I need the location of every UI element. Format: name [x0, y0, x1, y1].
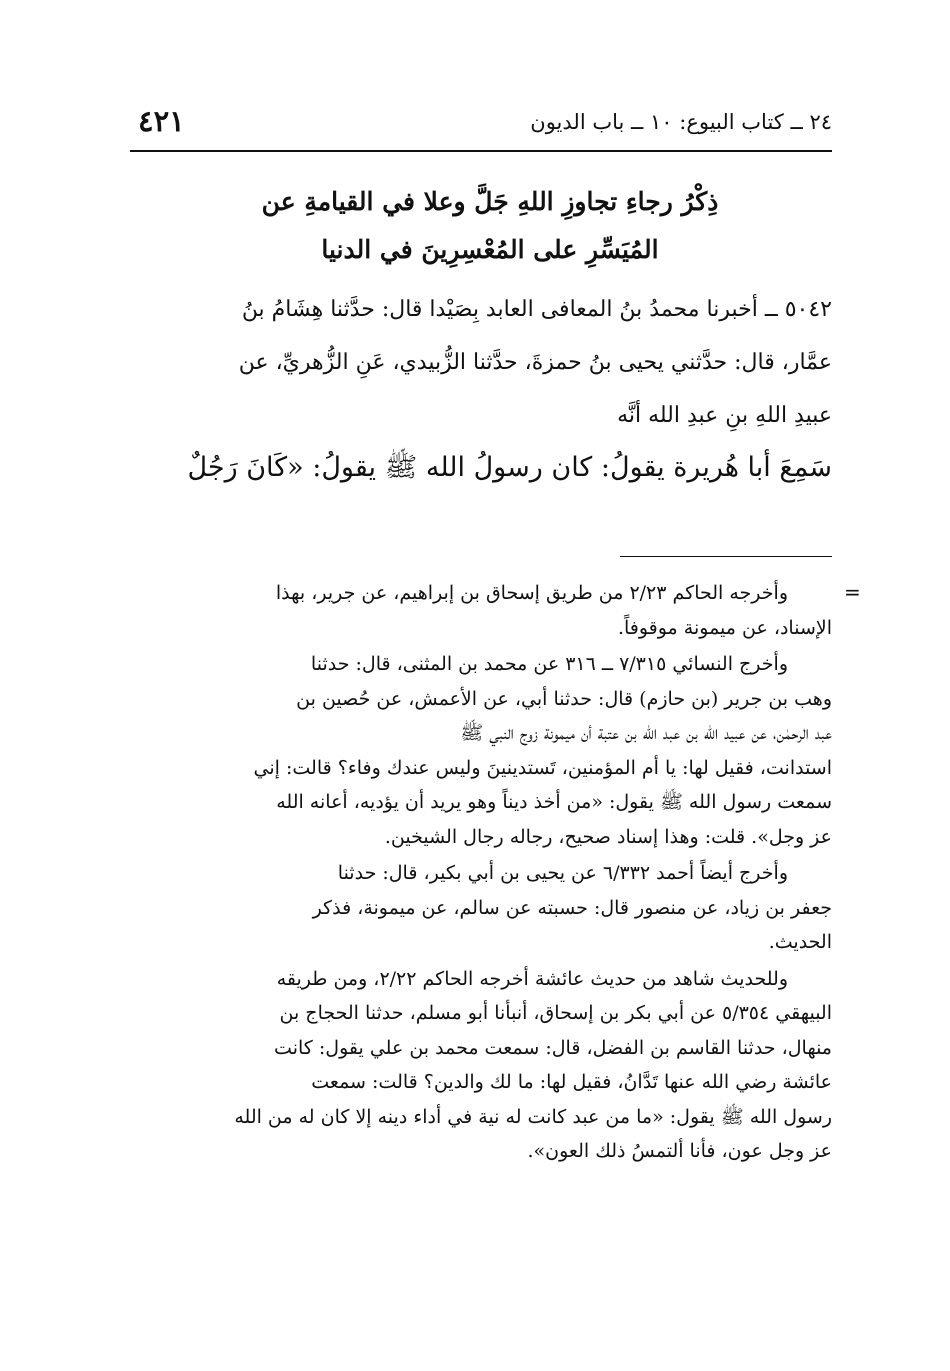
footnote-line: سمعت رسول الله ﷺ يقول: «من أخذ ديناً وهو يريد أن يؤديه، أعانه الله [276, 791, 832, 813]
footnote-line: منهال، حدثنا القاسم بن الفضل، قال: سمعت محمد بن علي يقول: كانت [274, 1036, 832, 1059]
footnote-paragraph [130, 647, 832, 854]
header-divider [130, 150, 832, 152]
page-header [132, 104, 832, 150]
footnote-line: الإسناد، عن ميمونة موقوفاً. [617, 616, 832, 639]
footnote-line: عز وجل». قلت: وهذا إسناد صحيح، رجاله رجال الشيخين. [384, 825, 832, 848]
footnote-line: جعفر بن زياد، عن منصور قال: حسبته عن سالم، عن ميمونة، فذكر [312, 896, 832, 919]
chapter-title-line: المُيَسِّرِ على المُعْسِرِينَ في الدنيا [321, 235, 659, 264]
footnote-paragraph [130, 576, 832, 645]
footnote-continuation-mark: = [844, 580, 861, 604]
footnote-line: عبد الرحمٰن، عن عبيد الله بن عبد الله بن عتبة أن ميمونة زوج النبي ﷺ [460, 722, 832, 744]
footnote-paragraph [130, 962, 832, 1169]
footnote-divider [620, 556, 832, 557]
footnote-line: عائشة رضي الله عنها تَدَّانُ، فقيل لها: ما لك والدين؟ قالت: سمعت [311, 1071, 832, 1093]
hadith-line: ٥٠٤٢ ــ أخبرنا محمدُ بنُ المعافى العابد بِصَيْدا قال: حدَّثنا هِشَامُ بنُ [241, 297, 832, 322]
footnote-line: وللحديث شاهد من حديث عائشة أخرجه الحاكم ٢/٢٢، ومن طريقه [276, 967, 788, 990]
footnote-line: الحديث. [768, 931, 832, 953]
page-number: ٤٢١ [138, 104, 185, 138]
footnote-line: استدانت، فقيل لها: يا أم المؤمنين، تَستدينينَ وليس عندك وفاء؟ قالت: إني [253, 756, 832, 779]
chapter-title [150, 178, 830, 274]
hadith-line: عبيدِ اللهِ بنِ عبدِ الله أنَّه [617, 403, 832, 428]
chapter-title-line: ذِكْرُ رجاءِ تجاوزِ اللهِ جَلَّ وعلا في القيامةِ عن [261, 187, 719, 216]
hadith-isnad [128, 283, 832, 442]
footnote-line: وأخرج أيضاً أحمد ٦/٣٣٢ عن يحيى بن أبي بكير، قال: حدثنا [337, 862, 788, 884]
running-head: ٢٤ ــ كتاب البيوع: ١٠ ــ باب الديون [530, 110, 832, 134]
footnote-paragraph [130, 856, 832, 960]
footnote-line: وهب بن جرير (بن حازم) قال: حدثنا أبي، عن الأعمش، عن حُصين بن [296, 687, 832, 710]
hadith-matn-start: سَمِعَ أبا هُريرة يقولُ: كان رسولُ الله ﷺ يقولُ: «كَانَ رَجُلٌ [187, 452, 832, 483]
footnote-line: البيهقي ٥/٣٥٤ عن أبي بكر بن إسحاق، أنبأنا أبو مسلم، حدثنا الحجاج بن [279, 1002, 832, 1024]
footnotes [130, 576, 832, 1171]
footnote-line: عز وجل عون، فأنا ألتمسُ ذلك العون». [527, 1140, 832, 1162]
footnote-line: رسول الله ﷺ يقول: «ما من عبد كانت له نية في أداء دينه إلا كان له من الله [234, 1105, 832, 1128]
hadith-line: عمَّار، قال: حدَّثني يحيى بنُ حمزةَ، حدَّثنا الزُّبيدي، عَنِ الزُّهريِّ، عن [238, 350, 832, 375]
footnote-line: وأخرج النسائي ٧/٣١٥ ــ ٣١٦ عن محمد بن المثنى، قال: حدثنا [310, 653, 788, 675]
footnote-line: وأخرجه الحاكم ٢/٢٣ من طريق إسحاق بن إبراهيم، عن جرير، بهذا [275, 582, 788, 604]
